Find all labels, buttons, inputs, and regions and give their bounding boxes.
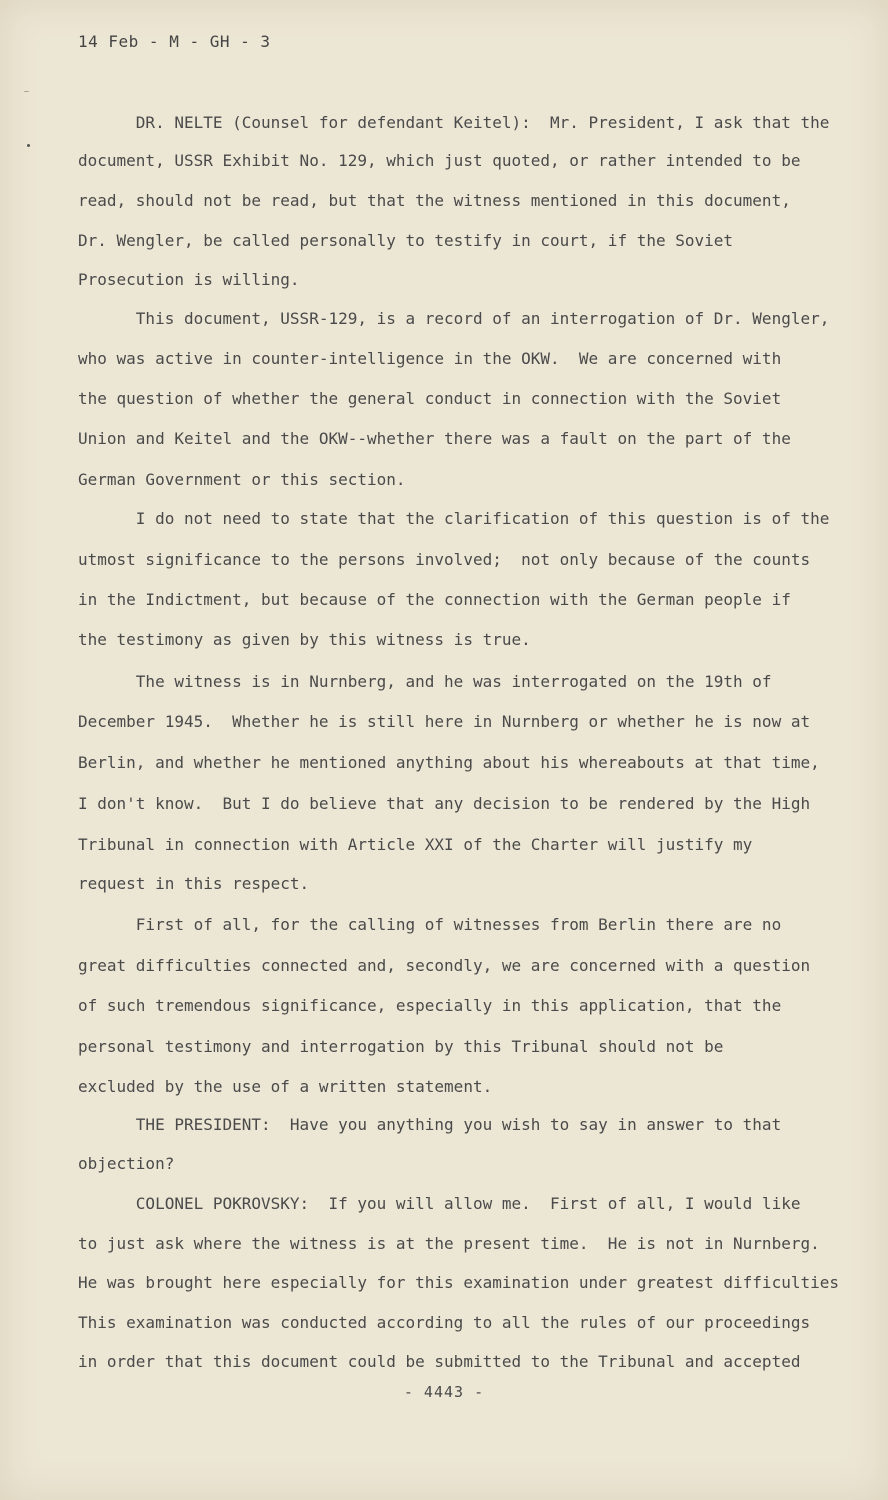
- text-line: December 1945. Whether he is still here in Nurnberg or whether he is now at: [78, 712, 811, 731]
- text-line: First of all, for the calling of witnesses from Berlin there are no: [78, 915, 782, 934]
- text-line: personal testimony and interrogation by this Tribunal should not be: [78, 1037, 724, 1056]
- text-line: document, USSR Exhibit No. 129, which just quoted, or rather intended to be: [78, 151, 801, 170]
- text-line: in order that this document could be submitted to the Tribunal and accepted: [78, 1352, 801, 1371]
- text-line: German Government or this section.: [78, 470, 406, 489]
- text-line: read, should not be read, but that the witness mentioned in this document,: [78, 191, 791, 210]
- ink-speck: [27, 144, 30, 147]
- text-line: This examination was conducted according to all the rules of our proceedings: [78, 1313, 811, 1332]
- text-line: who was active in counter-intelligence in the OKW. We are concerned with: [78, 349, 782, 368]
- page-number: - 4443 -: [403, 1383, 485, 1401]
- text-line: This document, USSR-129, is a record of an interrogation of Dr. Wengler,: [78, 309, 830, 328]
- text-line: DR. NELTE (Counsel for defendant Keitel): Mr. President, I ask that the: [78, 113, 830, 132]
- text-line: I don't know. But I do believe that any decision to be rendered by the High: [78, 794, 811, 813]
- page-header: 14 Feb - M - GH - 3: [78, 32, 271, 51]
- text-line: I do not need to state that the clarification of this question is of the: [78, 509, 830, 528]
- text-line: utmost significance to the persons involved; not only because of the counts: [78, 550, 811, 569]
- text-line: COLONEL POKROVSKY: If you will allow me. First of all, I would like: [78, 1194, 801, 1213]
- ink-speck: [24, 91, 29, 92]
- text-line: objection?: [78, 1154, 175, 1173]
- text-line: to just ask where the witness is at the present time. He is not in Nurnberg.: [78, 1234, 820, 1253]
- text-line: Berlin, and whether he mentioned anything about his whereabouts at that time,: [78, 753, 820, 772]
- text-line: of such tremendous significance, especially in this application, that the: [78, 996, 782, 1015]
- text-line: the testimony as given by this witness is true.: [78, 630, 531, 649]
- text-line: excluded by the use of a written statement.: [78, 1077, 493, 1096]
- text-line: great difficulties connected and, secondly, we are concerned with a question: [78, 956, 811, 975]
- text-line: THE PRESIDENT: Have you anything you wish to say in answer to that: [78, 1115, 782, 1134]
- text-line: Tribunal in connection with Article XXI of the Charter will justify my: [78, 835, 753, 854]
- text-line: The witness is in Nurnberg, and he was interrogated on the 19th of: [78, 672, 772, 691]
- text-line: He was brought here especially for this examination under greatest difficulties: [78, 1273, 839, 1292]
- text-line: Union and Keitel and the OKW--whether there was a fault on the part of the: [78, 429, 791, 448]
- text-line: Dr. Wengler, be called personally to testify in court, if the Soviet: [78, 231, 734, 250]
- text-line: in the Indictment, but because of the connection with the German people if: [78, 590, 791, 609]
- text-line: Prosecution is willing.: [78, 270, 300, 289]
- text-line: the question of whether the general conduct in connection with the Soviet: [78, 389, 782, 408]
- text-line: request in this respect.: [78, 874, 310, 893]
